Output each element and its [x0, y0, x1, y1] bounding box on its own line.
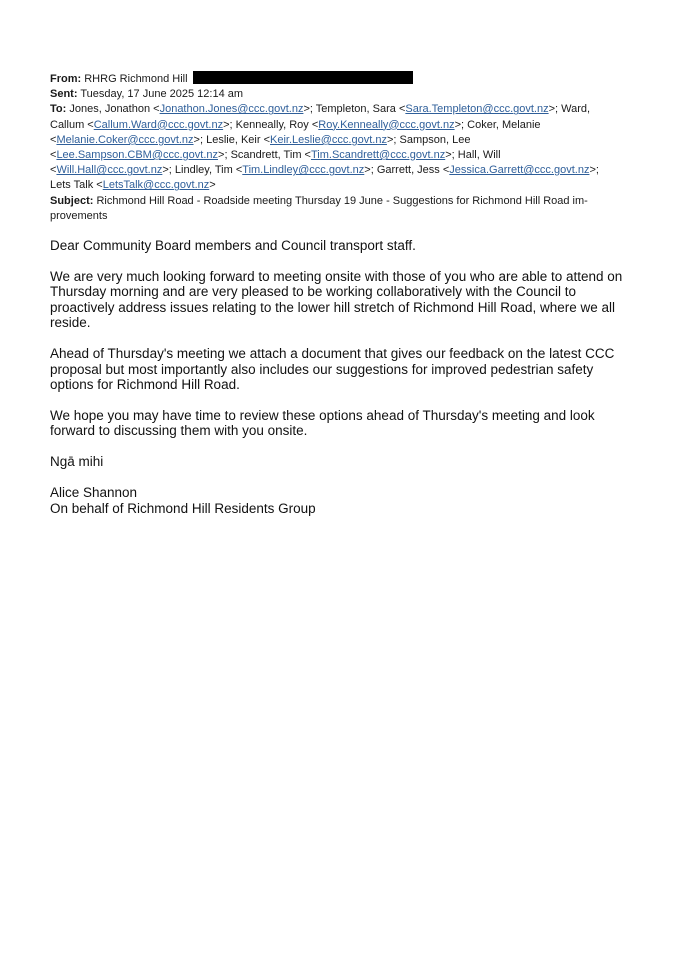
recipient-email-link[interactable]: Tim.Scandrett@ccc.govt.nz: [310, 149, 446, 162]
body-paragraph-3: We hope you may have time to review these options ahead of Thursday's meeting and look forward to discussing them with you onsite.: [50, 408, 595, 439]
recipient-email-link[interactable]: LetsTalk@ccc.govt.nz: [102, 179, 210, 192]
recipient-email-link[interactable]: Jessica.Garrett@ccc.govt.nz: [449, 164, 590, 177]
recipient-email-link[interactable]: Will.Hall@ccc.govt.nz: [56, 164, 163, 177]
from-value: RHRG Richmond Hill: [84, 73, 188, 85]
subject-value: Richmond Hill Road - Roadside meeting Thursday 19 June - Suggestions for Richmond Hill Road im-: [96, 194, 588, 207]
recipient-name: Kenneally, Roy: [235, 118, 309, 131]
body-paragraph-2: Ahead of Thursday's meeting we attach a document that gives our feedback on the latest CCC proposal but most importantly also includes our suggestions for improved pedestrian safety options for Richmond Hill Road.: [50, 346, 615, 393]
recipient-name: Sampson, Lee: [399, 133, 471, 146]
subject-label: Subject:: [50, 194, 94, 207]
from-line: [50, 71, 625, 87]
from-label: From:: [50, 73, 82, 85]
email-body: [50, 238, 640, 516]
recipient-email-link[interactable]: Tim.Lindley@ccc.govt.nz: [242, 164, 365, 177]
greeting: Dear Community Board members and Council transport staff.: [50, 238, 416, 253]
to-block: To: Jones, Jonathon <Jonathon.Jones@ccc.govt.nz>; Templeton, Sara <Sara.Templeton@ccc.govt.nz>; Ward, Callum <Callum.Ward@ccc.govt.nz>; Kenneally, Roy <Roy.Kenneally@ccc.govt.nz>; Coker, Melanie <Melanie.Coker@ccc.govt.nz>; Leslie, Keir <Keir.Leslie@ccc.govt.nz>; Sampson, Lee <Lee.Sampson.CBM@ccc.govt.nz>; Scandrett, Tim <Tim.Scandrett@ccc.govt.nz>; Hall, Will <Will.Hall@ccc.govt.nz>; Lindley, Tim <Tim.Lindley@ccc.govt.nz>; Garrett, Jess <Jessica.Garrett@ccc.govt.nz>; Lets Talk <LetsTalk@ccc.govt.nz>: [50, 103, 599, 192]
email-header: [50, 71, 625, 224]
recipient-name: Coker, Melanie: [467, 118, 541, 131]
recipient-name: Lets Talk: [50, 179, 94, 192]
recipient-name: Templeton, Sara: [315, 103, 396, 116]
recipient-email-link[interactable]: Keir.Leslie@ccc.govt.nz: [270, 133, 387, 146]
signoff: Ngā mihi: [50, 454, 104, 470]
subject-line-continued: [50, 209, 625, 224]
sent-value: Tuesday, 17 June 2025 12:14 am: [80, 88, 244, 101]
subject-value-continued: provements: [50, 209, 108, 222]
recipient-name: Hall, Will: [457, 149, 501, 162]
to-label: To:: [50, 103, 67, 116]
recipient-name: Lindley, Tim: [174, 164, 233, 177]
recipient-email-link[interactable]: Jonathon.Jones@ccc.govt.nz: [159, 103, 304, 116]
recipient-name: Scandrett, Tim: [230, 149, 302, 162]
recipient-name: Jones, Jonathon: [69, 103, 151, 116]
sender-name: Alice Shannon: [50, 485, 138, 501]
recipient-email-link[interactable]: Lee.Sampson.CBM@ccc.govt.nz: [56, 149, 219, 162]
recipient-email-link[interactable]: Melanie.Coker@ccc.govt.nz: [56, 133, 194, 146]
sent-label: Sent:: [50, 88, 78, 101]
recipient-email-link[interactable]: Callum.Ward@ccc.govt.nz: [93, 118, 224, 131]
subject-line: [50, 194, 625, 209]
sender-organisation: On behalf of Richmond Hill Residents Group: [50, 500, 316, 516]
recipient-name: Leslie, Keir: [206, 133, 261, 146]
redacted-email-block: [193, 71, 413, 84]
recipient-email-link[interactable]: Sara.Templeton@ccc.govt.nz: [405, 103, 549, 116]
recipient-name: Garrett, Jess: [376, 164, 440, 177]
recipient-email-link[interactable]: Roy.Kenneally@ccc.govt.nz: [318, 118, 455, 131]
sent-line: [50, 87, 625, 102]
body-paragraph-1: We are very much looking forward to meeting onsite with those of you who are able to attend on Thursday morning and are very pleased to be working collaboratively with the Council to proactively address issues relating to the lower hill stretch of Richmond Hill Road, where we all reside.: [50, 269, 623, 331]
